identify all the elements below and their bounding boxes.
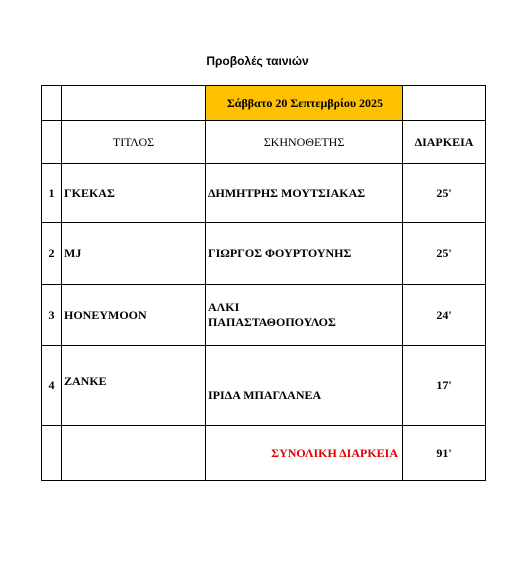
film-duration: 25': [403, 223, 486, 285]
table-row: [42, 285, 486, 346]
empty-cell: [62, 426, 206, 481]
row-number: 3: [42, 285, 62, 346]
film-director: ΓΙΩΡΓΟΣ ΦΟΥΡΤΟΥΝΗΣ: [206, 223, 403, 285]
director-line: ΠΑΠΑΣΤΑΘΟΠΟΥΛΟΣ: [208, 315, 336, 329]
empty-cell: [42, 121, 62, 164]
film-director: ΔΗΜΗΤΡΗΣ ΜΟΥΤΣΙΑΚΑΣ: [206, 164, 403, 223]
table-row: [42, 164, 486, 223]
header-director: ΣΚΗΝΟΘΕΤΗΣ: [206, 121, 403, 164]
total-row: [42, 426, 486, 481]
empty-cell: [62, 86, 206, 121]
director-line: ΑΛΚΙ: [208, 300, 240, 314]
row-number: 4: [42, 346, 62, 426]
film-duration: 25': [403, 164, 486, 223]
film-title: ΓΚΕΚΑΣ: [62, 164, 206, 223]
header-title: ΤΙΤΛΟΣ: [62, 121, 206, 164]
film-duration: 24': [403, 285, 486, 346]
film-duration: 17': [403, 346, 486, 426]
total-duration-value: 91': [403, 426, 486, 481]
film-director: ΙΡΙΔΑ ΜΠΑΓΛΑΝΕΑ: [206, 346, 403, 426]
row-number: 1: [42, 164, 62, 223]
film-title: ZANKE: [62, 346, 206, 426]
table-row: [42, 346, 486, 426]
schedule-table: [41, 85, 486, 481]
film-title: MJ: [62, 223, 206, 285]
film-director: [206, 285, 403, 346]
header-duration: ΔΙΑΡΚΕΙΑ: [403, 121, 486, 164]
date-header-row: [42, 86, 486, 121]
total-duration-label: ΣΥΝΟΛΙΚΗ ΔΙΑΡΚΕΙΑ: [206, 426, 403, 481]
page-title: Προβολές ταινιών: [206, 54, 309, 68]
column-header-row: [42, 121, 486, 164]
empty-cell: [42, 426, 62, 481]
film-title: HONEYMOON: [62, 285, 206, 346]
table-row: [42, 223, 486, 285]
empty-cell: [42, 86, 62, 121]
empty-cell: [403, 86, 486, 121]
screening-date: Σάββατο 20 Σεπτεμβρίου 2025: [206, 86, 403, 121]
row-number: 2: [42, 223, 62, 285]
